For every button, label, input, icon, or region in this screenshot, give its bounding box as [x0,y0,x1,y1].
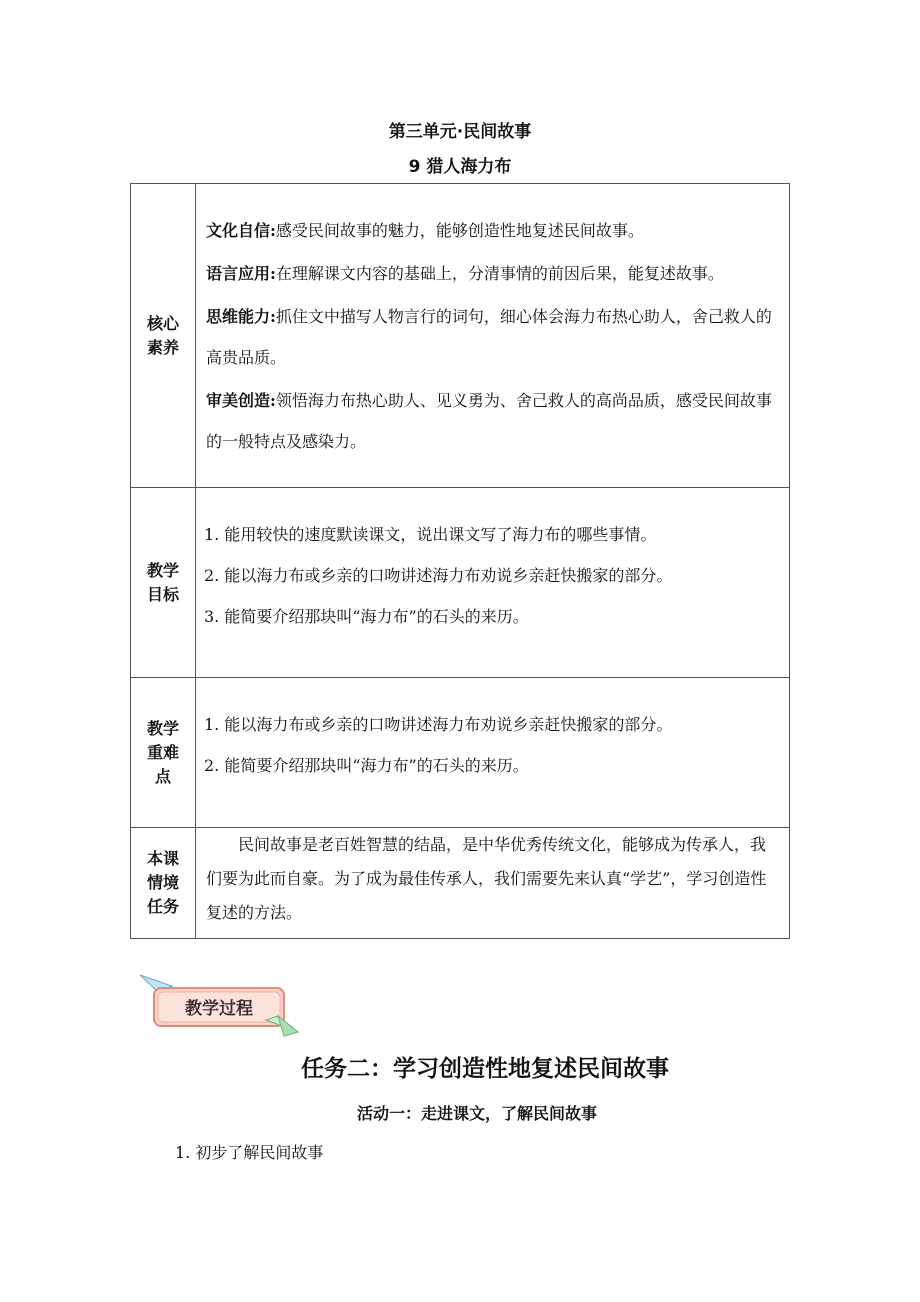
label-goals: 教学目标 [131,488,196,678]
core-item-key: 审美创造: [206,390,276,410]
difficulty-item: 2. 能简要介绍那块叫“海力布”的石头的来历。 [204,755,529,775]
label-core: 核心素养 [131,184,196,488]
unit-title: 第三单元·民间故事 [388,122,532,142]
lesson-plan-table [130,183,790,939]
core-item-key: 思维能力: [206,306,276,326]
task-content [196,828,790,939]
goals-content [196,488,790,678]
core-item [206,296,775,378]
core-content [196,184,790,488]
goal-item: 2. 能以海力布或乡亲的口吻讲述海力布劝说乡亲赶快搬家的部分。 [204,566,673,585]
teaching-process-badge [138,970,308,1040]
task-text: 民间故事是老百姓智慧的结晶，是中华优秀传统文化，能够成为传承人，我们要为此而自豪。为了成为最佳传承人，我们需要先来认真“学艺”，学习创造性复述的方法。 [206,835,767,922]
lesson-title: 9 猎人海力布 [408,157,512,177]
core-item-text: 在理解课文内容的基础上，分清事情的前因后果，能复述故事。 [275,263,724,283]
difficulties-content [196,678,790,828]
label-task: 本课情境任务 [131,828,196,939]
table-row-difficulties [131,678,790,828]
core-item [206,380,775,462]
difficulty-item: 1. 能以海力布或乡亲的口吻讲述海力布劝说乡亲赶快搬家的部分。 [204,714,673,734]
badge-text: 教学过程 [185,999,253,1019]
label-difficulties: 教学重难点 [131,678,196,828]
table-row-task [131,828,790,939]
list-item: 1. 初步了解民间故事 [175,1143,324,1162]
core-item [206,253,775,294]
activity-heading: 活动一：走进课文，了解民间故事 [356,1104,597,1123]
core-item-text: 感受民间故事的魅力，能够创造性地复述民间故事。 [275,220,644,240]
table-row-core [131,184,790,488]
goal-item: 1. 能用较快的速度默读课文，说出课文写了海力布的哪些事情。 [204,525,657,544]
table-row-goals [131,488,790,678]
core-item [206,210,775,251]
core-item-text: 抓住文中描写人物言行的词句，细心体会海力布热心助人，舍己救人的高贵品质。 [206,306,772,367]
core-item-key: 语言应用: [206,263,276,283]
core-item-key: 文化自信: [206,220,276,240]
core-item-text: 领悟海力布热心助人、见义勇为、舍己救人的高尚品质，感受民间故事的一般特点及感染力。 [206,390,772,451]
task-heading: 任务二：学习创造性地复述民间故事 [301,1056,669,1082]
goal-item: 3. 能简要介绍那块叫“海力布”的石头的来历。 [204,607,529,626]
